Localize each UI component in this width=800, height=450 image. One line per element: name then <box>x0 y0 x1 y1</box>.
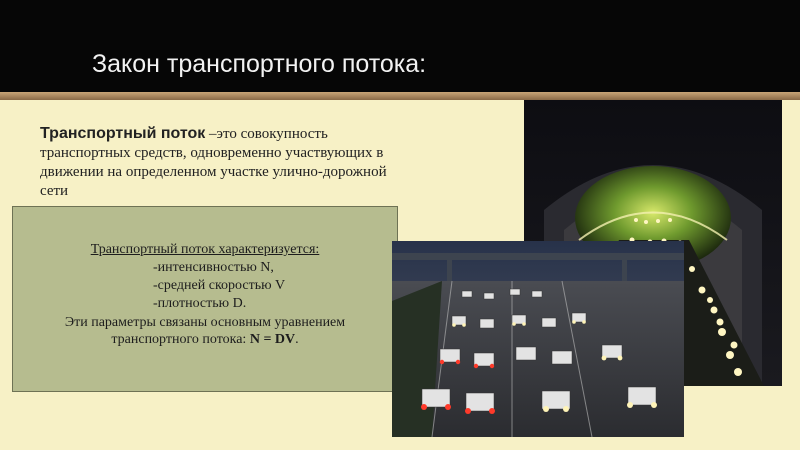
relation-text: Эти параметры связаны основным уравнением <box>64 315 346 330</box>
characteristic-speed: -средней скоростью V <box>153 278 286 293</box>
definition-text: –это совокупность транспортных средств, одновременно участвующих в движении на определенном участке улично-дорожной сети <box>40 126 387 199</box>
relation-equation-line <box>13 331 397 348</box>
relation-prefix: транспортного потока: <box>111 332 250 347</box>
relation-suffix: . <box>295 332 299 347</box>
definition-paragraph <box>40 124 410 201</box>
slide-title: Закон транспортного потока: <box>92 50 427 78</box>
characteristics-heading: Транспортный поток характеризуется: <box>90 242 320 257</box>
characteristic-density: -плотностью D. <box>153 296 247 311</box>
characteristic-intensity: -интенсивностью N, <box>153 260 274 275</box>
characteristics-box <box>12 206 398 392</box>
header-divider <box>0 92 800 100</box>
definition-term: Транспортный поток <box>40 125 206 142</box>
highway-traffic-photo <box>392 241 684 437</box>
equation: N = DV <box>249 332 296 347</box>
